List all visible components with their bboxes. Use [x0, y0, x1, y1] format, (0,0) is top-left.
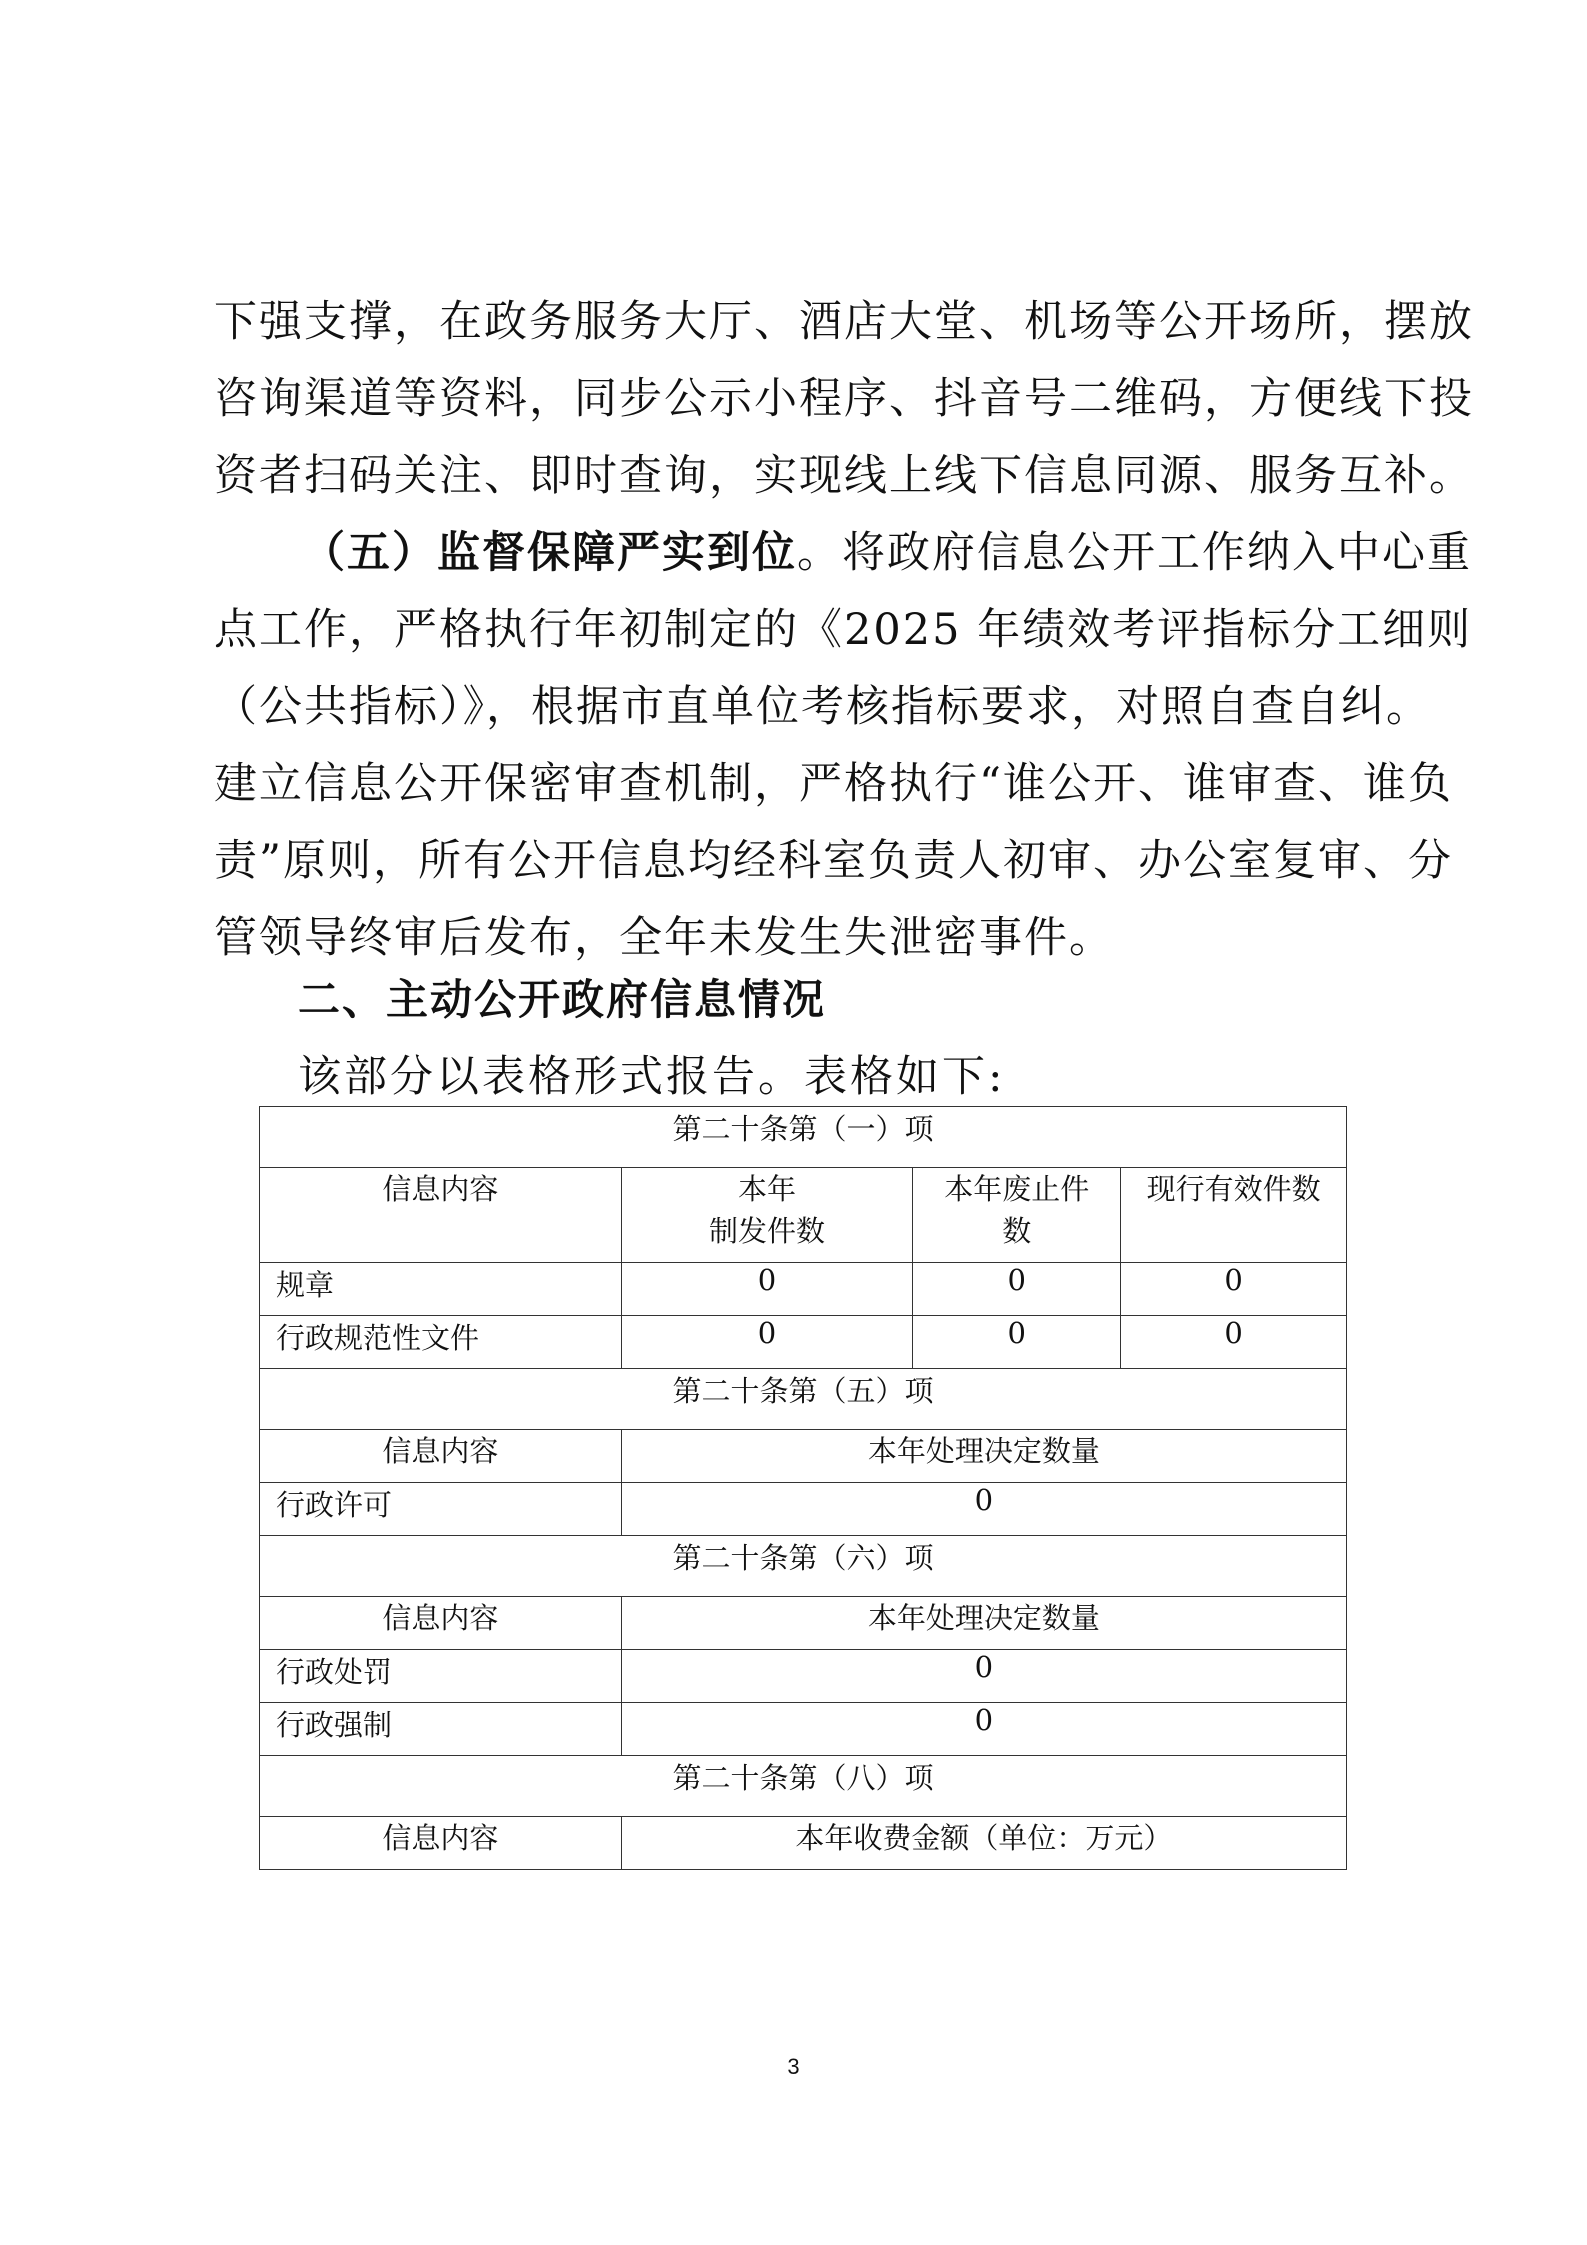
section-title: 第二十条第（五）项	[260, 1369, 1347, 1430]
row-label: 行政规范性文件	[260, 1316, 622, 1369]
header-info-content: 信息内容	[260, 1817, 622, 1870]
table-row	[260, 1703, 1347, 1756]
cell-value: 0	[621, 1650, 1346, 1703]
paragraph-first-line	[302, 523, 1472, 583]
cell-valid: 0	[1121, 1263, 1347, 1316]
disclosure-table	[259, 1106, 1347, 1870]
header-abolished-count	[913, 1168, 1121, 1263]
table-header-row	[260, 1817, 1347, 1870]
row-label: 行政强制	[260, 1703, 622, 1756]
cell-abolished: 0	[913, 1263, 1121, 1316]
paragraph-line: 点工作，严格执行年初制定的《2025 年绩效考评指标分工细则	[214, 605, 1473, 655]
paragraph-line: 责”原则，所有公开信息均经科室负责人初审、办公室复审、分	[214, 836, 1453, 886]
table-row	[260, 1316, 1347, 1369]
table-header-row	[260, 1430, 1347, 1483]
cell-abolished: 0	[913, 1316, 1121, 1369]
paragraph-line: 管领导终审后发布，全年未发生失泄密事件。	[214, 913, 1114, 963]
table-row	[260, 1263, 1347, 1316]
row-label: 行政处罚	[260, 1650, 622, 1703]
header-info-content: 信息内容	[260, 1430, 622, 1483]
cell-new: 0	[621, 1316, 913, 1369]
table-section-row	[260, 1536, 1347, 1597]
row-label: 规章	[260, 1263, 622, 1316]
cell-new: 0	[621, 1263, 913, 1316]
table-row	[260, 1650, 1347, 1703]
header-line: 本年废止件	[944, 1172, 1090, 1206]
paragraph-line: （公共指标）》，根据市直单位考核指标要求，对照自查自纠。	[214, 682, 1431, 732]
header-new-count	[621, 1168, 913, 1263]
header-valid-count: 现行有效件数	[1121, 1168, 1347, 1263]
header-decision-count: 本年处理决定数量	[621, 1430, 1346, 1483]
paragraph-text: 。将政府信息公开工作纳入中心重	[797, 528, 1472, 578]
header-line: 本年	[738, 1172, 797, 1206]
page-number: 3	[787, 2054, 800, 2079]
paragraph-line: 资者扫码关注、即时查询，实现线上线下信息同源、服务互补。	[214, 451, 1474, 501]
section-title: 第二十条第（八）项	[260, 1756, 1347, 1817]
table-header-row	[260, 1597, 1347, 1650]
header-decision-count: 本年处理决定数量	[621, 1597, 1346, 1650]
subsection-title: （五）监督保障严实到位	[302, 528, 797, 578]
cell-value: 0	[621, 1483, 1346, 1536]
section-title: 第二十条第（一）项	[260, 1107, 1347, 1168]
table-section-row	[260, 1369, 1347, 1430]
header-info-content: 信息内容	[260, 1168, 622, 1263]
table-row	[260, 1483, 1347, 1536]
paragraph-line: 建立信息公开保密审查机制，严格执行“谁公开、谁审查、谁负	[214, 759, 1453, 809]
cell-value: 0	[621, 1703, 1346, 1756]
paragraph-line: 咨询渠道等资料，同步公示小程序、抖音号二维码，方便线下投	[214, 374, 1474, 424]
header-fee-amount: 本年收费金额（单位：万元）	[621, 1817, 1346, 1870]
header-info-content: 信息内容	[260, 1597, 622, 1650]
paragraph-line: 下强支撑，在政务服务大厅、酒店大堂、机场等公开场所，摆放	[214, 297, 1474, 347]
cell-valid: 0	[1121, 1316, 1347, 1369]
section-title: 第二十条第（六）项	[260, 1536, 1347, 1597]
intro-text: 该部分以表格形式报告。表格如下:	[298, 1052, 1006, 1102]
section-heading: 二、主动公开政府信息情况	[298, 975, 827, 1024]
table-section-row	[260, 1107, 1347, 1168]
row-label: 行政许可	[260, 1483, 622, 1536]
header-line: 数	[1002, 1214, 1032, 1248]
table-section-row	[260, 1756, 1347, 1817]
table-header-row	[260, 1168, 1347, 1263]
header-line: 制发件数	[709, 1214, 826, 1248]
